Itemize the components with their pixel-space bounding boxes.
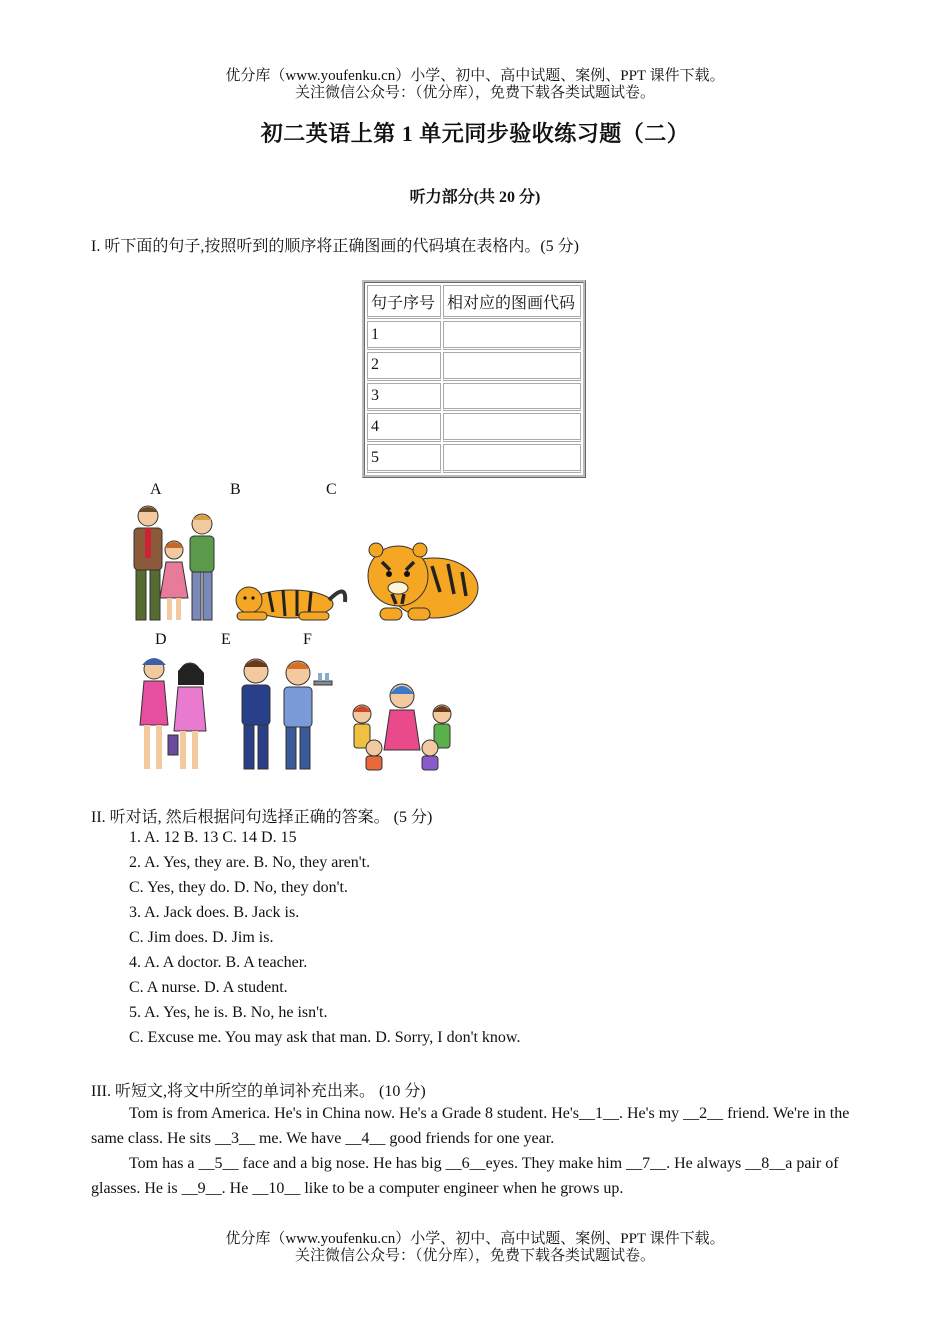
section1-heading: I. 听下面的句子,按照听到的顺序将正确图画的代码填在表格内。(5 分) — [91, 238, 579, 255]
section3-heading: III. 听短文,将文中所空的单词补充出来。 (10 分) — [91, 1083, 426, 1100]
page-title: 初二英语上第 1 单元同步验收练习题（二） — [260, 121, 690, 146]
header-line-2: 关注微信公众号：（优分库），免费下载各类试题试卷。 — [294, 85, 655, 101]
picture-label-d: D — [155, 631, 167, 648]
answer-option: 2. A. Yes, they are. B. No, they aren't. — [129, 854, 371, 871]
picture-label-a: A — [150, 481, 162, 498]
section-subtitle: 听力部分(共 20 分) — [409, 189, 541, 206]
answer-option: 5. A. Yes, he is. B. No, he isn't. — [129, 1004, 328, 1021]
picture-label-b: B — [230, 481, 241, 498]
picture-label-f: F — [303, 631, 312, 648]
table-row — [367, 321, 581, 350]
footer-line-1: 优分库（www.youfenku.cn）小学、初中、高中试题、案例、PPT 课件下载。 — [225, 1231, 725, 1247]
answer-option: 1. A. 12 B. 13 C. 14 D. 15 — [129, 829, 297, 846]
header-line-1: 优分库（www.youfenku.cn）小学、初中、高中试题、案例、PPT 课件下载。 — [225, 68, 725, 84]
family-illustration — [126, 502, 222, 624]
passage-paragraph-1: Tom is from America. He's in China now. He's a Grade 8 student. He's__1__. He's my __2__ friend. We're in the same class. He sits __3__ me. We have __4__ good friends for one year. — [91, 1105, 850, 1147]
answer-option: C. Jim does. D. Jim is. — [129, 929, 274, 946]
table-cell: 3 — [367, 383, 441, 412]
answer-cell[interactable] — [443, 413, 581, 442]
picture-label-e: E — [221, 631, 231, 648]
answer-cell[interactable] — [443, 383, 581, 412]
answer-option: 3. A. Jack does. B. Jack is. — [129, 904, 300, 921]
answer-cell[interactable] — [443, 352, 581, 381]
table-header-cell: 句子序号 — [367, 285, 441, 319]
table-cell: 2 — [367, 352, 441, 381]
answer-option: C. A nurse. D. A student. — [129, 979, 288, 996]
two-men-illustration — [222, 651, 336, 773]
section2-heading: II. 听对话, 然后根据问句选择正确的答案。 (5 分) — [91, 809, 433, 826]
page-header — [0, 68, 950, 102]
table-cell: 1 — [367, 321, 441, 350]
big-tiger-illustration — [362, 532, 482, 624]
picture-label-c: C — [326, 481, 337, 498]
children-group-illustration — [344, 676, 462, 772]
table-header-row — [367, 285, 581, 319]
footer-line-2: 关注微信公众号：（优分库），免费下载各类试题试卷。 — [294, 1248, 655, 1264]
table-row — [367, 383, 581, 412]
table-row — [367, 444, 581, 473]
two-women-illustration — [128, 651, 214, 773]
page-footer — [0, 1231, 950, 1265]
passage-paragraph-2: Tom has a __5__ face and a big nose. He has big __6__eyes. They make him __7__. He always __8__a pair of glasses. He is __9__. He __10__ like to be a computer engineer when he grows up. — [91, 1155, 839, 1197]
table-row — [367, 413, 581, 442]
table-cell: 4 — [367, 413, 441, 442]
table-header-cell: 相对应的图画代码 — [443, 285, 581, 319]
lying-tiger-illustration — [229, 572, 351, 624]
answer-option: C. Excuse me. You may ask that man. D. Sorry, I don't know. — [129, 1029, 521, 1046]
answer-option: 4. A. A doctor. B. A teacher. — [129, 954, 308, 971]
answer-option: C. Yes, they do. D. No, they don't. — [129, 879, 348, 896]
table-cell: 5 — [367, 444, 441, 473]
table-row — [367, 352, 581, 381]
answer-cell[interactable] — [443, 321, 581, 350]
answer-table — [362, 280, 586, 478]
answer-cell[interactable] — [443, 444, 581, 473]
